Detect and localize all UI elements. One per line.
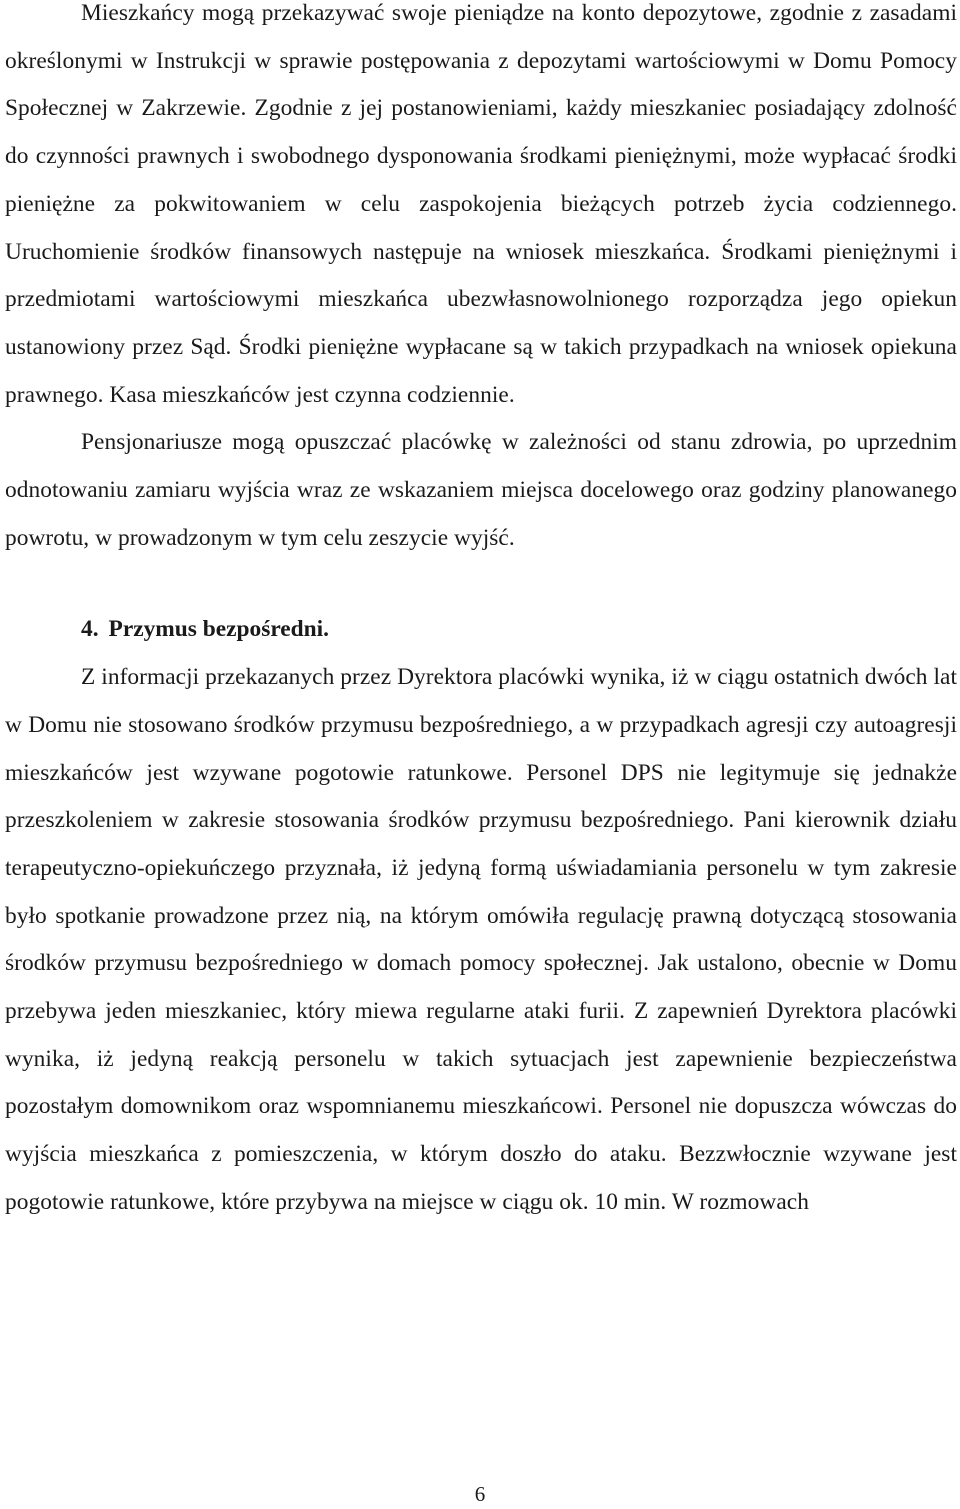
document-page xyxy=(5,0,957,1227)
paragraph-deposits: Mieszkańcy mogą przekazywać swoje pieniądze na konto depozytowe, zgodnie z zasadami określonymi w Instrukcji w sprawie postępowania z depozytami wartościowymi w Domu Pomocy Społecznej w Zakrzewie. Zgodnie z jej postanowieniami, każdy mieszkaniec posiadający zdolność do czynności prawnych i swobodnego dysponowania środkami pieniężnymi, może wypłacać środki pieniężne za pokwitowaniem w celu zaspokojenia bieżących potrzeb życia codziennego. Uruchomienie środków finansowych następuje na wniosek mieszkańca. Środkami pieniężnymi i przedmiotami wartościowymi mieszkańca ubezwłasnowolnionego rozporządza jego opiekun ustanowiony przez Sąd. Środki pieniężne wypłacane są w takich przypadkach na wniosek opiekuna prawnego. Kasa mieszkańców jest czynna codziennie. xyxy=(5,0,957,408)
section-number: 4. xyxy=(81,616,99,643)
paragraph-leaving-facility: Pensjonariusze mogą opuszczać placówkę w zależności od stanu zdrowia, po uprzednim odnotowaniu zamiaru wyjścia wraz ze wskazaniem miejsca docelowego oraz godziny planowanego powrotu, w prowadzonym w tym celu zeszycie wyjść. xyxy=(5,429,957,551)
section-heading xyxy=(5,606,957,654)
section-title: Przymus bezpośredni. xyxy=(108,616,330,643)
page-number: 6 xyxy=(474,1482,486,1506)
paragraph-direct-coercion: Z informacji przekazanych przez Dyrektora placówki wynika, iż w ciągu ostatnich dwóch lat w Domu nie stosowano środków przymusu bezpośredniego, a w przypadkach agresji czy autoagresji mieszkańców jest wzywane pogotowie ratunkowe. Personel DPS nie legitymuje się jednakże przeszkoleniem w zakresie stosowania środków przymusu bezpośredniego. Pani kierownik działu terapeutyczno-opiekuńczego przyznała, iż jedyną formą uświadamiania personelu w tym zakresie było spotkanie prowadzone przez nią, na którym omówiła regulację prawną dotyczącą stosowania środków przymusu bezpośredniego w domach pomocy społecznej. Jak ustalono, obecnie w Domu przebywa jeden mieszkaniec, który miewa regularne ataki furii. Z zapewnień Dyrektora placówki wynika, iż jedyną reakcją personelu w takich sytuacjach jest zapewnienie bezpieczeństwa pozostałym domownikom oraz wspomnianemu mieszkańcowi. Personel nie dopuszcza wówczas do wyjścia mieszkańca z pomieszczenia, w którym doszło do ataku. Bezzwłocznie wzywane jest pogotowie ratunkowe, które przybywa na miejsce w ciągu ok. 10 min. W rozmowach xyxy=(5,664,957,1215)
